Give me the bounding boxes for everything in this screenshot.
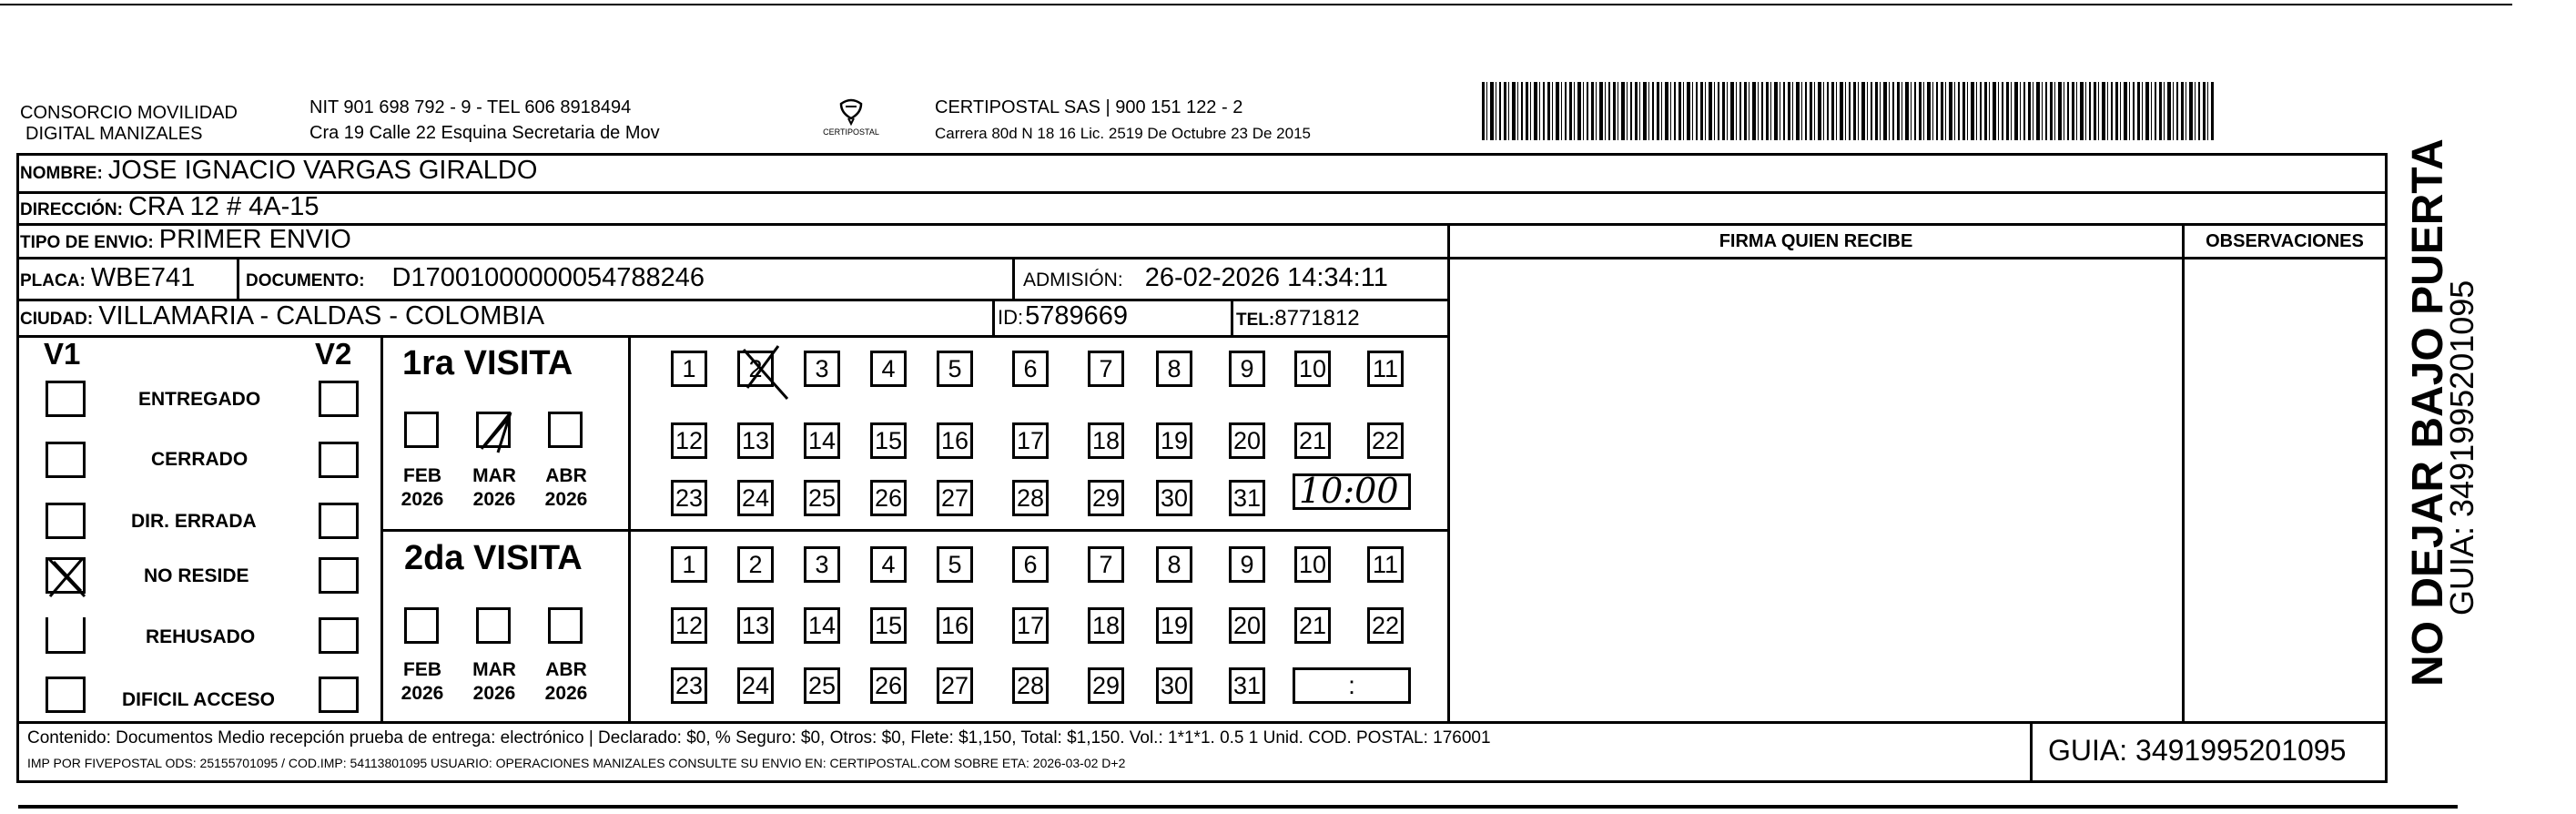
first-visit-day-11[interactable]: 11 [1367, 351, 1404, 387]
address-line: Cra 19 Calle 22 Esquina Secretaria de Mov [309, 123, 660, 143]
first-visit-day-23[interactable]: 23 [671, 480, 707, 516]
row-line-2 [16, 223, 2388, 226]
bottom-border [18, 805, 2458, 809]
dir-errada-v2-checkbox[interactable] [319, 503, 359, 539]
abr-year: 2026 [544, 489, 588, 510]
firma-divider [1447, 223, 1450, 724]
frame-left [16, 153, 19, 783]
no-dejar-bajo-puerta: NO DEJAR BAJO PUERTA [2404, 138, 2452, 687]
first-visit-abr-checkbox[interactable] [548, 412, 583, 448]
dir-errada-v1-checkbox[interactable] [46, 503, 86, 539]
v2-label: V2 [315, 337, 352, 371]
status-entregado: ENTREGADO [138, 389, 261, 410]
first-visit-day-5[interactable]: 5 [937, 351, 973, 387]
second-visit-day-11[interactable]: 11 [1367, 546, 1404, 583]
logo-text: CERTIPOSTAL [823, 127, 879, 137]
first-visit-day-1[interactable]: 1 [671, 351, 707, 387]
first-visit-day-25[interactable]: 25 [804, 480, 840, 516]
second-visit-abr-label [539, 658, 593, 706]
tel-value: 8771812 [1274, 306, 1360, 331]
second-visit-day-23[interactable]: 23 [671, 667, 707, 704]
entregado-v2-checkbox[interactable] [319, 381, 359, 417]
abr-mon: ABR [545, 465, 587, 486]
second-visit-day-10[interactable]: 10 [1294, 546, 1331, 583]
first-visit-day-18[interactable]: 18 [1088, 422, 1124, 459]
documento-divider [1012, 257, 1015, 299]
second-visit-day-24[interactable]: 24 [737, 667, 774, 704]
first-visit-day-22[interactable]: 22 [1367, 422, 1404, 459]
second-visit-day-12[interactable]: 12 [671, 607, 707, 644]
placa-value: WBE741 [90, 263, 196, 292]
nombre-label: NOMBRE: [20, 164, 103, 183]
second-visit-day-21[interactable]: 21 [1294, 607, 1331, 644]
cerrado-v2-checkbox[interactable] [319, 442, 359, 478]
second-visit-day-27[interactable]: 27 [937, 667, 973, 704]
second-visit-day-30[interactable]: 30 [1156, 667, 1192, 704]
firma-header: FIRMA QUIEN RECIBE [1719, 231, 1913, 251]
first-visit-day-12[interactable]: 12 [671, 422, 707, 459]
first-visit-day-14[interactable]: 14 [804, 422, 840, 459]
barcode [1482, 82, 2214, 140]
day-check-mark [736, 342, 791, 402]
first-visit-title: 1ra VISITA [402, 344, 573, 382]
direccion-row [20, 192, 319, 222]
tipo-envio-row [20, 225, 351, 255]
second-visit-day-4[interactable]: 4 [870, 546, 907, 583]
first-visit-feb-label [395, 464, 450, 512]
status-dir-errada: DIR. ERRADA [131, 511, 257, 532]
id-label: ID: [998, 306, 1024, 329]
nombre-value: JOSE IGNACIO VARGAS GIRALDO [107, 156, 538, 185]
second-visit-day-20[interactable]: 20 [1229, 607, 1265, 644]
documento-value: D17001000000054788246 [391, 263, 705, 292]
first-visit-day-3[interactable]: 3 [804, 351, 840, 387]
second-visit-day-19[interactable]: 19 [1156, 607, 1192, 644]
certipostal-line2: Carrera 80d N 18 16 Lic. 2519 De Octubre 23 De 2015 [935, 125, 1311, 142]
feb-year: 2026 [401, 489, 444, 510]
second-visit-abr-checkbox[interactable] [548, 607, 583, 644]
dificil-acceso-v2-checkbox[interactable] [319, 677, 359, 713]
first-visit-day-29[interactable]: 29 [1088, 480, 1124, 516]
entregado-v1-checkbox[interactable] [46, 381, 86, 417]
observaciones-header: OBSERVACIONES [2206, 231, 2364, 251]
row-line-1 [16, 191, 2388, 194]
no-reside-check-mark [45, 555, 90, 602]
no-reside-v2-checkbox[interactable] [319, 557, 359, 594]
tel-label: TEL: [1236, 310, 1275, 330]
first-visit-day-9[interactable]: 9 [1229, 351, 1265, 387]
second-visit-day-29[interactable]: 29 [1088, 667, 1124, 704]
second-visit-day-16[interactable]: 16 [937, 607, 973, 644]
ciudad-label: CIUDAD: [20, 310, 94, 329]
second-visit-day-15[interactable]: 15 [870, 607, 907, 644]
certipostal-logo [810, 95, 892, 146]
second-visit-day-2[interactable]: 2 [737, 546, 774, 583]
admision-cell [1023, 263, 1388, 293]
first-visit-mar-label [467, 464, 522, 512]
footer-imp-line: IMP POR FIVEPOSTAL ODS: 25155701095 / COD.IMP: 54113801095 USUARIO: OPERACIONES MANIZALES CONSULTE SU ENVIO EN: CERTIPOSTAL.COM SOBRE ETA: 2026-03-02 D+2 [27, 756, 1126, 770]
company-name-line1: CONSORCIO MOVILIDAD [20, 103, 238, 123]
abr-mon-2: ABR [545, 659, 587, 680]
first-visit-day-4[interactable]: 4 [870, 351, 907, 387]
feb-year-2: 2026 [401, 683, 444, 704]
second-visit-day-22[interactable]: 22 [1367, 607, 1404, 644]
second-visit-day-25[interactable]: 25 [804, 667, 840, 704]
tipo-envio-label: TIPO DE ENVIO: [20, 233, 154, 252]
second-visit-day-7[interactable]: 7 [1088, 546, 1124, 583]
first-visit-day-31[interactable]: 31 [1229, 480, 1265, 516]
first-visit-day-27[interactable]: 27 [937, 480, 973, 516]
abr-year-2: 2026 [544, 683, 588, 704]
first-visit-day-10[interactable]: 10 [1294, 351, 1331, 387]
tel-cell [1236, 306, 1360, 331]
first-visit-time-box[interactable] [1293, 473, 1411, 510]
v1-label: V1 [44, 337, 81, 371]
second-visit-day-14[interactable]: 14 [804, 607, 840, 644]
rehusado-v2-checkbox[interactable] [319, 617, 359, 654]
status-no-reside: NO RESIDE [144, 565, 249, 586]
second-visit-feb-checkbox[interactable] [404, 607, 439, 644]
first-visit-day-28[interactable]: 28 [1012, 480, 1049, 516]
first-visit-day-21[interactable]: 21 [1294, 422, 1331, 459]
visit-separator [380, 529, 1450, 532]
feb-mon-2: FEB [403, 659, 441, 680]
ciudad-divider [992, 299, 995, 335]
admision-label: ADMISIÓN: [1023, 270, 1123, 290]
documento-cell [246, 263, 705, 293]
first-visit-day-13[interactable]: 13 [737, 422, 774, 459]
col-head-line [1447, 257, 2385, 259]
tipo-envio-value: PRIMER ENVIO [158, 225, 351, 254]
second-visit-day-9[interactable]: 9 [1229, 546, 1265, 583]
first-visit-day-7[interactable]: 7 [1088, 351, 1124, 387]
first-visit-day-15[interactable]: 15 [870, 422, 907, 459]
first-visit-day-16[interactable]: 16 [937, 422, 973, 459]
first-visit-day-24[interactable]: 24 [737, 480, 774, 516]
first-visit-day-2[interactable]: 2 [737, 351, 774, 387]
feb-mon: FEB [403, 465, 441, 486]
first-visit-day-30[interactable]: 30 [1156, 480, 1192, 516]
first-visit-day-19[interactable]: 19 [1156, 422, 1192, 459]
second-visit-day-28[interactable]: 28 [1012, 667, 1049, 704]
second-visit-title: 2da VISITA [404, 539, 583, 577]
mar-year-2: 2026 [472, 683, 516, 704]
ciudad-cell [20, 301, 544, 331]
first-visit-feb-checkbox[interactable] [404, 412, 439, 448]
second-visit-day-26[interactable]: 26 [870, 667, 907, 704]
footer-divider [2030, 721, 2033, 780]
status-rehusado: REHUSADO [146, 626, 256, 647]
id-divider [1231, 299, 1233, 335]
top-border [0, 4, 2512, 5]
company-name-line2: DIGITAL MANIZALES [25, 124, 203, 144]
rehusado-v1-checkbox[interactable] [46, 617, 86, 654]
observaciones-divider [2182, 223, 2185, 724]
status-dificil-acceso: DIFICIL ACCESO [122, 689, 276, 710]
documento-label: DOCUMENTO: [246, 271, 365, 290]
first-visit-day-20[interactable]: 20 [1229, 422, 1265, 459]
placa-divider [237, 257, 239, 299]
nit-line: NIT 901 698 792 - 9 - TEL 606 8918494 [309, 97, 632, 117]
second-visit-day-1[interactable]: 1 [671, 546, 707, 583]
footer-contenido: Contenido: Documentos Medio recepción prueba de entrega: electrónico | Declarado: $0, % Seguro: $0, Otros: $0, Flete: $1,150, Total: $1,150. Vol.: 1*1*1. 0.5 1 Unid. COD. POSTAL: 176001 [27, 728, 1491, 748]
cerrado-v1-checkbox[interactable] [46, 442, 86, 478]
second-visit-day-3[interactable]: 3 [804, 546, 840, 583]
second-visit-day-13[interactable]: 13 [737, 607, 774, 644]
first-visit-day-17[interactable]: 17 [1012, 422, 1049, 459]
certipostal-line1: CERTIPOSTAL SAS | 900 151 122 - 2 [935, 97, 1243, 117]
mar-mon: MAR [472, 465, 516, 486]
frame-right [2385, 153, 2388, 783]
first-visit-mar-checkbox[interactable] [476, 412, 511, 448]
first-visit-abr-label [539, 464, 593, 512]
admision-value: 26-02-2026 14:34:11 [1144, 263, 1388, 292]
first-visit-day-6[interactable]: 6 [1012, 351, 1049, 387]
mar-year: 2026 [472, 489, 516, 510]
mar-check-mark [476, 409, 518, 456]
second-visit-day-17[interactable]: 17 [1012, 607, 1049, 644]
second-visit-day-6[interactable]: 6 [1012, 546, 1049, 583]
second-visit-feb-label [395, 658, 450, 706]
status-cerrado: CERRADO [151, 449, 248, 470]
mar-mon-2: MAR [472, 659, 516, 680]
second-visit-day-31[interactable]: 31 [1229, 667, 1265, 704]
second-visit-day-18[interactable]: 18 [1088, 607, 1124, 644]
placa-cell [20, 263, 195, 293]
second-visit-time-box[interactable]: : [1293, 667, 1411, 704]
placa-label: PLACA: [20, 271, 86, 290]
direccion-label: DIRECCIÓN: [20, 200, 123, 219]
direccion-value: CRA 12 # 4A-15 [127, 192, 319, 221]
dificil-acceso-v1-checkbox[interactable] [46, 677, 86, 713]
second-visit-mar-label [467, 658, 522, 706]
footer-guia: GUIA: 3491995201095 [2048, 734, 2347, 767]
frame-bottom [16, 780, 2388, 783]
id-cell [998, 301, 1128, 331]
ciudad-value: VILLAMARIA - CALDAS - COLOMBIA [98, 301, 545, 331]
row-line-5 [16, 335, 1450, 338]
second-visit-day-8[interactable]: 8 [1156, 546, 1192, 583]
no-reside-v1-checkbox[interactable] [46, 557, 86, 594]
first-visit-time-value: 10:00 [1299, 471, 1399, 511]
first-visit-day-26[interactable]: 26 [870, 480, 907, 516]
first-visit-day-8[interactable]: 8 [1156, 351, 1192, 387]
side-guia: GUIA: 3491995201095 [2443, 280, 2480, 616]
second-visit-mar-checkbox[interactable] [476, 607, 511, 644]
nombre-row [20, 156, 537, 186]
id-value: 5789669 [1025, 301, 1129, 331]
second-visit-day-5[interactable]: 5 [937, 546, 973, 583]
